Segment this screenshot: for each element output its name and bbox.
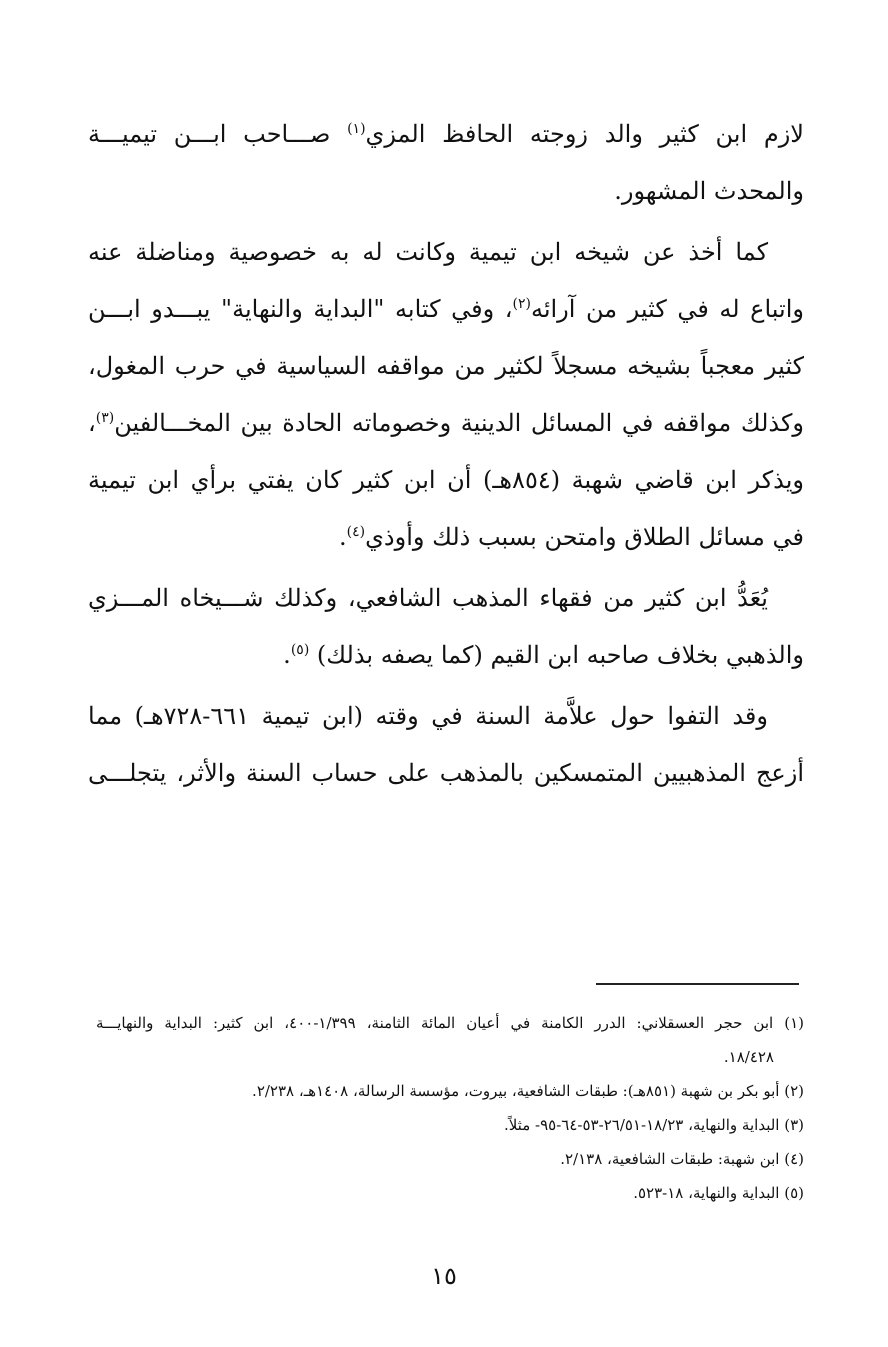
text-line bbox=[88, 106, 804, 163]
text-line bbox=[88, 627, 804, 684]
text-segment: في مسائل الطلاق وامتحن بسبب ذلك وأوذي bbox=[365, 523, 804, 551]
text-line bbox=[88, 163, 804, 220]
footnote: (٢) أبو بكر بن شهبة (٨٥١هـ): طبقات الشافعية، بيروت، مؤسسة الرسالة، ١٤٠٨هـ، ٢/٢٣٨. bbox=[252, 1082, 804, 1100]
text-line bbox=[88, 281, 804, 338]
text-segment: . bbox=[283, 641, 291, 669]
text-segment: كثير معجباً بشيخه مسجلاً لكثير من مواقفه السياسية في حرب المغول، bbox=[88, 352, 804, 380]
text-line bbox=[88, 745, 804, 802]
text-segment: وقد التفوا حول علاَّمة السنة في وقته (ابن تيمية ٦٦١-٧٢٨هـ) مما bbox=[88, 702, 768, 730]
text-line bbox=[88, 509, 804, 566]
footnote-marker: (٢) bbox=[512, 296, 531, 312]
text-segment: صـــاحب ابـــن تيميـــة bbox=[88, 120, 348, 148]
text-segment: أزعج المذهبيين المتمسكين بالمذهب على حساب السنة والأثر، يتجلـــى bbox=[88, 759, 804, 787]
footnotes bbox=[96, 1006, 804, 1210]
text-line bbox=[88, 570, 804, 627]
text-segment: ، bbox=[88, 409, 96, 437]
text-segment: ، وفي كتابه "البداية والنهاية" يبـــدو ابـــن bbox=[88, 295, 513, 323]
text-segment: كما أخذ عن شيخه ابن تيمية وكانت له به خصوصية ومناضلة عنه bbox=[88, 238, 768, 266]
footnote-marker: (٥) bbox=[290, 642, 310, 658]
text-line bbox=[88, 338, 804, 395]
text-segment: والمحدث المشهور. bbox=[614, 177, 804, 205]
footnote: (٤) ابن شهبة: طبقات الشافعية، ٢/١٣٨. bbox=[560, 1150, 804, 1168]
footnote: ١٨/٤٢٨. bbox=[723, 1048, 774, 1066]
footnote: (١) ابن حجر العسقلاني: الدرر الكامنة في أعيان المائة الثامنة، ١/٣٩٩-٤٠٠، ابن كثير: البداية والنهايـــة bbox=[96, 1014, 804, 1032]
page-number: ١٥ bbox=[431, 1262, 457, 1290]
text-segment: وكذلك مواقفه في المسائل الدينية وخصوماته الحادة بين المخـــالفين bbox=[114, 409, 804, 437]
footnote-marker: (٣) bbox=[95, 410, 115, 426]
body-text bbox=[88, 106, 804, 802]
text-segment: يُعَدُّ ابن كثير من فقهاء المذهب الشافعي، وكذلك شـــيخاه المـــزي bbox=[88, 584, 768, 612]
text-line bbox=[88, 395, 804, 452]
text-segment: ويذكر ابن قاضي شهبة (٨٥٤هـ) أن ابن كثير كان يفتي برأي ابن تيمية bbox=[88, 466, 804, 494]
text-segment: والذهبي بخلاف صاحبه ابن القيم (كما يصفه بذلك) bbox=[309, 641, 804, 669]
text-segment: لازم ابن كثير والد زوجته الحافظ المزي bbox=[365, 120, 804, 148]
footnote-marker: (١) bbox=[347, 121, 366, 137]
text-line bbox=[88, 452, 804, 509]
footnote: (٥) البداية والنهاية، ١٨-٥٢٣. bbox=[633, 1184, 804, 1202]
footnote: (٣) البداية والنهاية، ١٨/٢٣-٢٦/٥١-٥٣-٦٤-٩٥- مثلاً. bbox=[503, 1116, 804, 1134]
text-line bbox=[88, 224, 804, 281]
text-segment: واتباع له في كثير من آرائه bbox=[530, 295, 804, 323]
text-segment: . bbox=[339, 523, 347, 551]
footnote-separator bbox=[596, 983, 799, 985]
footnote-marker: (٤) bbox=[346, 524, 366, 540]
text-line bbox=[88, 688, 804, 745]
